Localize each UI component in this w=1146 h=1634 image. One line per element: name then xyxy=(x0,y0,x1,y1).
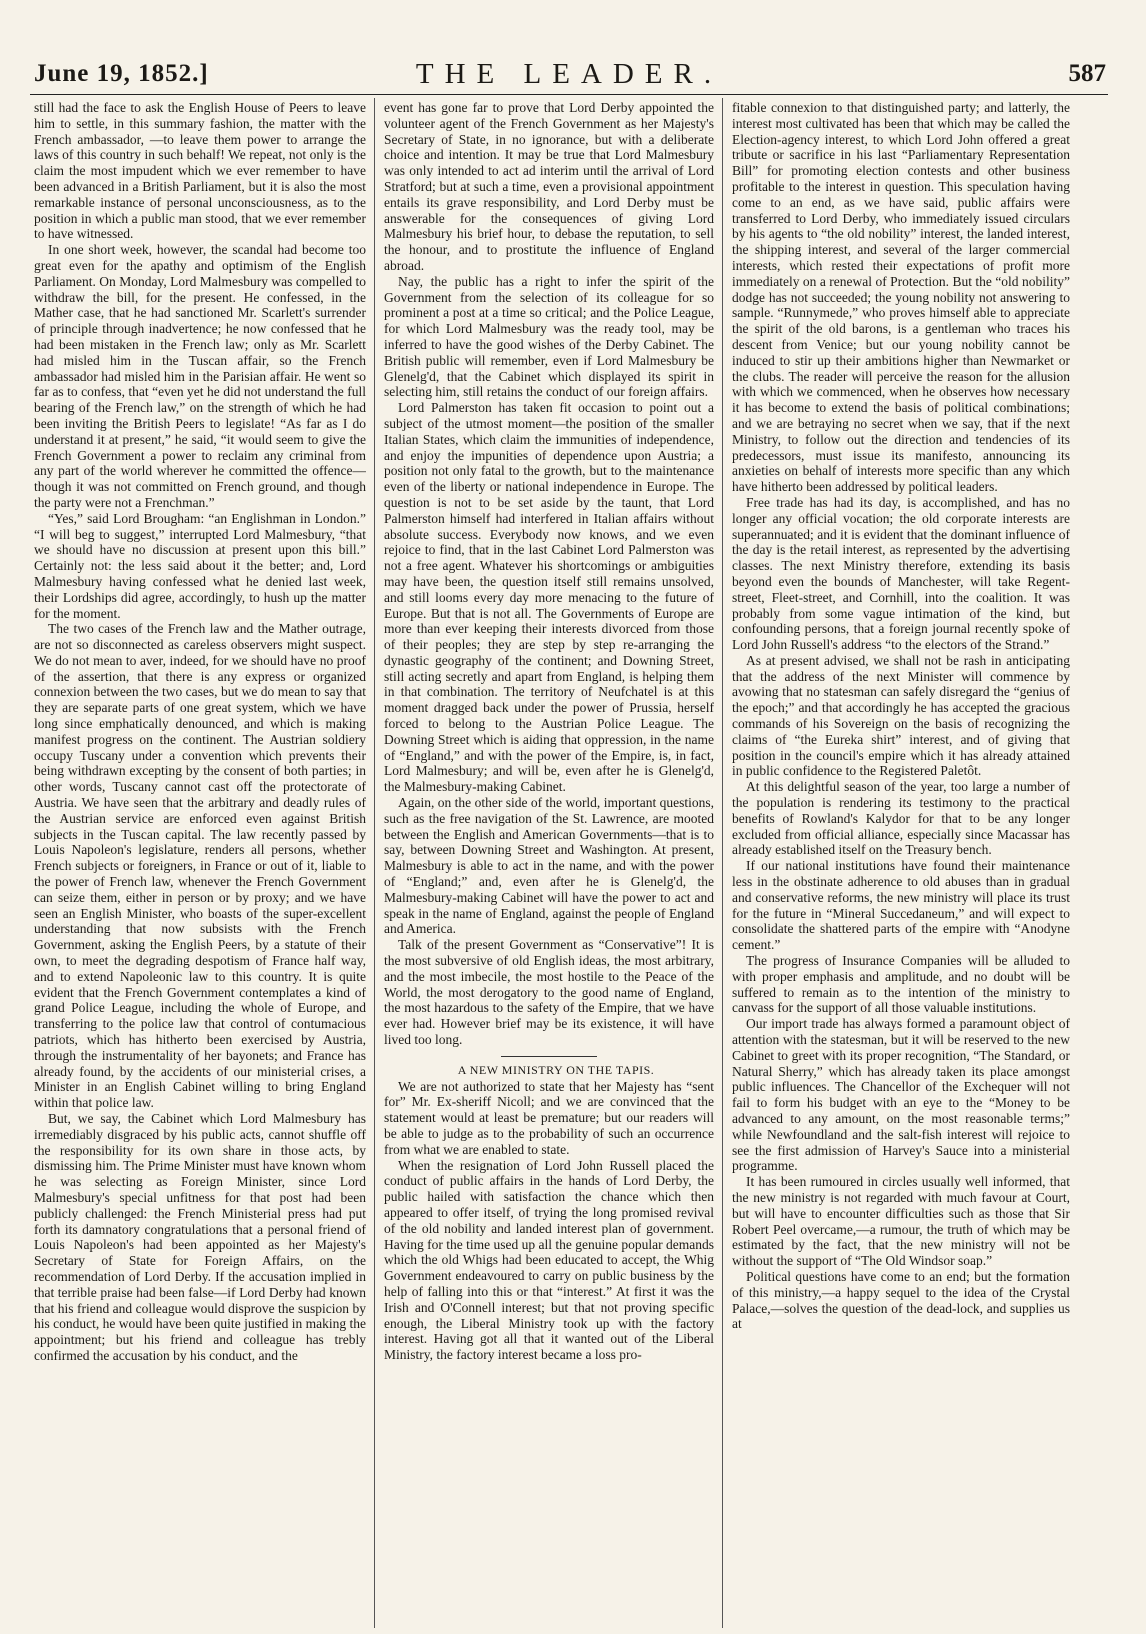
paragraph: At this delightful season of the year, too large a number of the population is rendering its testimony to the practical benefits of Rowland's Kalydor for that to be any longer excluded from official alliance, especially since Macassar has already established itself on the Treasury bench. xyxy=(732,779,1070,858)
paragraph: It has been rumoured in circles usually well informed, that the new ministry is not regarded with much favour at Court, but will have to encounter difficulties such as those that Sir Robert Peel overcame,—a rumour, the truth of which may be estimated by the fact, that the new ministry will not be without the support of “The Old Windsor soap.” xyxy=(732,1174,1070,1269)
paragraph: still had the face to ask the English House of Peers to leave him to settle, in this summary fashion, the matter with the French ambassador, —to leave them power to arrange the laws of this country in such behalf! We repeat, not only is the claim the most impudent which we ever remember to have been advanced in a British Parliament, but it is also the most remarkable instance of personal unconsciousness, as to the position in which a public man stood, that we ever remember to have witnessed. xyxy=(34,100,366,242)
column-2 xyxy=(384,100,714,1630)
section-separator xyxy=(501,1056,597,1057)
paragraph: As at present advised, we shall not be rash in anticipating that the address of the next Minister will commence by avowing that no statesman can safely disregard the “genius of the epoch;” and that accordingly he has accepted the gracious commands of his Sovereign on the basis of recognizing the claims of “the Eureka shirt” interest, and of giving that position in the council's empire which it has already attained in public confidence to the Registered Paletôt. xyxy=(732,652,1070,779)
paragraph: But, we say, the Cabinet which Lord Malmesbury has irremediably disgraced by his public acts, cannot shuffle off the responsibility for its own share in those acts, by dismissing him. The Prime Minister must have known whom he was selecting as Foreign Minister, since Lord Malmesbury's special unfitness for that post had been publicly challenged: the French Ministerial press had put forth its damnatory congratulations that a personal friend of Louis Napoleon's had been appointed as her Majesty's Secretary of State for Foreign Affairs, on the recommendation of Lord Derby. If the accusation implied in that terrible praise had been false—if Lord Derby had known that his friend and colleague would disprove the suspicion by his conduct, he would have been quite justified in making the appointment; but his friend and colleague has trebly confirmed the accusation by his conduct, and the xyxy=(34,1111,366,1363)
paragraph: Free trade has had its day, is accomplished, and has no longer any official vocation; the old corporate interests are superannuated; and it is evident that the dominant influence of the day is the retail interest, as represented by the advertising classes. The next Ministry therefore, extending its basis beyond even the bounds of Manchester, will take Regent-street, Fleet-street, and Cornhill, into the coalition. It was probably from some vague intimation of the kind, but confounding persons, that a foreign journal recently spoke of Lord John Russell's address “to the electors of the Strand.” xyxy=(732,494,1070,653)
paragraph: If our national institutions have found their maintenance less in the obstinate adherence to old abuses than in gradual and conservative reforms, the new ministry will place its trust for the future in “Mineral Succedaneum,” and will expect to consolidate the shattered parts of the empire with “Anodyne cement.” xyxy=(732,858,1070,953)
paragraph: Nay, the public has a right to infer the spirit of the Government from the selection of its colleague for so prominent a post at a time so critical; and the Police League, for which Lord Malmesbury was the ready tool, may be inferred to have the good wishes of the Derby Cabinet. The British public will remember, even if Lord Malmesbury be Glenelg'd, that the Cabinet which displayed its spirit in selecting him, still retains the conduct of our foreign affairs. xyxy=(384,273,714,400)
paragraph: Our import trade has always formed a paramount object of attention with the statesman, but it will be reserved to the new Cabinet to greet with its proper recognition, “The Standard, or Natural Sherry,” which has already taken its place amongst public influences. The Chancellor of the Exchequer will not fail to form his budget with an eye to the “Money to be advanced to any amount, on the most reasonable terms;” while Newfoundland and the salt-fish interest will rejoice to see the first admission of Harvey's Sauce into a ministerial programme. xyxy=(732,1016,1070,1174)
paragraph: The progress of Insurance Companies will be alluded to with proper emphasis and amplitude, and no doubt will be suffered to remain as to the intention of the ministry to canvass for the support of all those valuable institutions. xyxy=(732,953,1070,1016)
paragraph: When the resignation of Lord John Russell placed the conduct of public affairs in the hands of Lord Derby, the public hailed with satisfaction the chance which then appeared to offer itself, of trying the long promised revival of the old nobility and landed interest plan of government. Having for the time used up all the genuine popular demands which the old Whigs had been educated to accept, the Whig Government endeavoured to carry on public business by the help of falling into this or that “interest.” At first it was the Irish and O'Connell interest; but that not proving specific enough, the Liberal Ministry took up with the factory interest. Having got all that it wanted out of the Liberal Ministry, the factory interest became a loss pro- xyxy=(384,1157,714,1363)
paragraph: event has gone far to prove that Lord Derby appointed the volunteer agent of the French Government as her Majesty's Secretary of State, in no ignorance, but with a deliberate choice and intention. It may be true that Lord Malmesbury was only intended to act ad interim until the arrival of Lord Stratford; but at such a time, even a provisional appointment entails its grave responsibility, and Lord Derby must be answerable for the consequences of giving Lord Malmesbury his brief hour, to debase the reputation, to sell the honour, and to prostitute the influence of England abroad. xyxy=(384,100,714,273)
masthead xyxy=(30,58,1108,95)
newspaper-title: THE LEADER. xyxy=(415,58,723,90)
column-1 xyxy=(34,100,366,1630)
column-divider xyxy=(374,98,375,1628)
column-3 xyxy=(732,100,1070,1630)
article-heading: A NEW MINISTRY ON THE TAPIS. xyxy=(457,1062,655,1077)
page-number: 587 xyxy=(1068,60,1106,87)
paragraph: In one short week, however, the scandal had become too great even for the apathy and optimism of the English Parliament. On Monday, Lord Malmesbury was compelled to withdraw the bill, for the present. He confessed, in the Mather case, that he had sanctioned Mr. Scarlett's surrender of principle through inadvertence; he now confessed that he had been mistaken in the French law; only as Mr. Scarlett had misled him in the Tuscan affair, so the French ambassador had misled him in the Parisian affair. He went so far as to confess, that “even yet he did not understand the full bearing of the French law,” on the strength of which he had been inviting the British Peers to legislate! “As far as I do understand it at present,” he said, “it would seem to give the French Government a power to reclaim any criminal from any part of the world wherever he committed the offence—though it was not committed on French ground, and though the party were not a Frenchman.” xyxy=(34,242,366,510)
paragraph: Political questions have come to an end; but the formation of this ministry,—a happy sequel to the idea of the Crystal Palace,—solves the question of the dead-lock, and supplies us at xyxy=(732,1268,1070,1332)
paragraph: Lord Palmerston has taken fit occasion to point out a subject of the utmost moment—the position of the smaller Italian States, which claim the immunities of independence, and enjoy the impunities of dependence upon Austria; a position not only fatal to the growth, but to the maintenance even of the liberty or national independence in Europe. The question is not to be set aside by the taunt, that Lord Palmerston himself had interfered in Italian affairs without absolute success. Everybody now knows, and we even rejoice to find, that in the last Cabinet Lord Palmerston was not a free agent. Whatever his shortcomings or ambiguities may have been, the question itself still remains unsolved, and still looms every day more menacing to the future of Europe. But that is not all. The Governments of Europe are more than ever keeping their interests divorced from those of their peoples; they are step by step re-arranging the dynastic geography of the continent; and Downing Street, still acting secretly and apart from England, is helping them in that combination. The territory of Neufchatel is at this moment dragged back under the power of Prussia, herself forced to belong to the Austrian Police League. The Downing Street which is aiding that oppression, in the name of “England,” and with the power of the Empire, is, in fact, Lord Malmesbury; and will be, even after he is Glenelg'd, the Malmesbury-making Cabinet. xyxy=(384,400,714,795)
column-divider xyxy=(722,98,723,1628)
paragraph: The two cases of the French law and the Mather outrage, are not so disconnected as careless observers might suspect. We do not mean to aver, indeed, for we should have no proof of the assertion, that there is any express or organized connexion between the two cases, but we do mean to say that they are separate parts of one great system, which we have long since emphatically denounced, and which is making manifest progress on the continent. The Austrian soldiery occupy Tuscany under a convention which prevents their being withdrawn excepting by the consent of both parties; in other words, Tuscany cannot cast off the protectorate of Austria. We have seen that the arbitrary and deadly rules of the Austrian service are enforced even against British subjects in the Tuscan capital. The law recently passed by Louis Napoleon's legislature, renders all persons, whether French subjects or foreigners, in France or out of it, liable to the power of French law, whenever the French Government can seize them, either in person or by proxy; and we have seen an English Minister, who boasts of the super-excellent understanding that now subsists with the French Government, asking the English Peers, by a statute of their own, to meet the degrading despotism of France half way, and to extend Napoleonic law to this country. It is quite evident that the French Government contemplates a kind of grand Police League, including the whole of Europe, and transferring to the police law that control of contumacious patriots, which has hitherto been exercised by Austria, through the instrumentality of her bayonets; and France has already found, by the accidents of our ministerial crises, a Minister in an English Cabinet willing to bring England within that police law. xyxy=(34,621,366,1111)
issue-date: June 19, 1852.] xyxy=(34,60,209,87)
paragraph: We are not authorized to state that her Majesty has “sent for” Mr. Ex-sheriff Nicoll; and we are convinced that the statement would at least be premature; but our readers will be able to judge as to the probability of such an occurrence from what we are enabled to state. xyxy=(384,1078,714,1157)
paragraph: “Yes,” said Lord Brougham: “an Englishman in London.” “I will beg to suggest,” interrupted Lord Malmesbury, “that we should have no discussion at present upon this bill.” Certainly not: the less said about it the better; and, Lord Malmesbury having confessed what he denied last week, their Lordships did agree, accordingly, to hush up the matter for the moment. xyxy=(34,510,366,621)
paragraph: Talk of the present Government as “Conservative”! It is the most subversive of old English ideas, the most arbitrary, and the most imbecile, the most hostile to the Peace of the World, the most derogatory to the good name of England, the most hazardous to the safety of the Empire, that we have ever had. However brief may be its existence, it will have lived too long. xyxy=(384,937,714,1048)
paragraph: fitable connexion to that distinguished party; and latterly, the interest most cultivated has been that which may be called the Election-agency interest, to which Lord John offered a great tribute or sacrifice in his last “Parliamentary Representation Bill” for promoting election contests and other business profitable to the interest in question. This speculation having come to an end, as we have said, public affairs were transferred to Lord Derby, who immediately issued circulars by his agents to “the old nobility” interest, the landed interest, the shipping interest, and several of the larger commercial interests, which rested their expectations of profit more immediately on a renewal of Protection. But the “old nobility” dodge has not succeeded; the young nobility not answering to sample. “Runnymede,” who proves himself able to appreciate the spirit of the old barons, is a gentleman who traces his descent from Venice; but our young nobility cannot be induced to stir up their ambitions higher than Newmarket or the clubs. The reader will perceive the reason for the allusion with which we commenced, when he observes how necessary it has become to extend the basis of political combinations; and we are betraying no secret when we say, that if the next Ministry, to follow out the direction and tendencies of its predecessors, must issue its manifesto, announcing its anxieties on behalf of interests more specific than any which have hitherto been addressed by political leaders. xyxy=(732,100,1070,495)
paragraph: Again, on the other side of the world, important questions, such as the free navigation of the St. Lawrence, are mooted between the English and American Governments—that is to say, between Downing Street and Washington. At present, Malmesbury is able to act in the name, and with the power of “England;” and, even after he is Glenelg'd, the Malmesbury-making Cabinet will have the power to act and speak in the name of England, against the people of England and America. xyxy=(384,795,714,937)
